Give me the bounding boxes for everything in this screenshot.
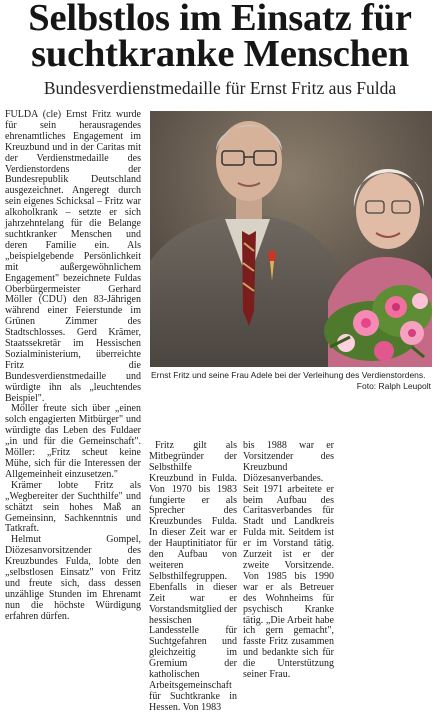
body-paragraph: Möller freute sich über „einen solch engagierten Mitbürger" und würdigte das Leben des Fuldaer „in und für die Gemeinschaft". Möller: „Fritz scheut keine Mühe, sich für die Interessen der Allgemeinheit einzusetzen."	[5, 403, 141, 480]
photo-illustration	[150, 111, 432, 367]
body-paragraph: FULDA (cle) Ernst Fritz wurde für sein herausragendes ehrenamtliches Engagement im Kreuzbund und in der Caritas mit der Verdienstmedaille des Verdienstordens der Bundesrepublik Deutschland ausgezeichnet. Angeregt durch sein eigenes Schicksal – Fritz war alkoholkrank – setzte er sich jahrzehntelang für die Belange suchtkranker Menschen und deren Familie ein. Als „beispielgebende Persönlichkeit mit außergewöhnlichem Engagement" bezeichnete Fuldas Oberbürgermeister Gerhard Möller (CDU) den 83-Jährigen während einer Feierstunde im Grünen Zimmer des Stadtschlosses. Gerd Krämer, Staatssekretär im Hessischen Sozialministerium, überreichte Fritz die Bundesverdienstmedaille und würdigte ihn als „leuchtendes Beispiel".	[5, 109, 141, 404]
body-paragraph: Fritz gilt als Mitbegründer der Selbsthilfe Kreuzbund in Fulda. Von 1970 bis 1983 fungierte er als Sprecher des Kreuzbundes Fulda. In dieser Zeit war er der Hauptinitiator für den Aufbau von weiteren Selbsthilfegruppen. Ebenfalls in dieser Zeit war er Vorstandsmitglied der hessischen Landesstelle für Suchtgefahren und gleichzeitig im Gremium der katholischen Arbeitsgemeinschaft für Suchtkranke in Hessen. Von 1983	[149, 440, 237, 713]
subheadline: Bundesverdienstmedaille für Ernst Fritz aus Fulda	[43, 78, 397, 98]
headline-line-2: suchtkranke Menschen	[31, 33, 409, 75]
photo-caption	[151, 370, 431, 391]
article-column-b	[243, 441, 334, 681]
award-photo	[150, 111, 432, 367]
headline-line-1: Selbstlos im Einsatz für	[28, 0, 412, 39]
headline	[6, 0, 434, 75]
photo-credit: Foto: Ralph Leupolt	[356, 380, 431, 391]
body-paragraph: Krämer lobte Fritz als „Wegbereiter der Suchthilfe" und schätzt sein hohes Maß an Gemeinsinn, Sachkenntnis und Tatkraft.	[5, 479, 141, 535]
article-column-a	[149, 441, 237, 714]
body-paragraph: Helmut Gompel, Diözesanvorsitzender des Kreuzbundes Fulda, lobte den „selbstlosen Einsatz" von Fritz und freute sich, dass dessen unzählige Stunden im Ehrenamt nun die höchste Würdigung erfahren dürfen.	[5, 534, 141, 622]
body-paragraph: bis 1988 war er Vorsitzender des Kreuzbund Diözesanverbandes. Seit 1971 arbeitete er beim Aufbau des Caritasverbandes für Stadt und Landkreis Fulda mit. Seitdem ist er im Vorstand tätig. Zurzeit ist er der zweite Vorsitzende. Von 1985 bis 1990 war er als Betreuer des Wohnheims für psychisch Kranke tätig. „Die Arbeit habe ich gern gemacht", fasste Fritz zusammen und bedankte sich für die Unterstützung seiner Frau.	[243, 440, 334, 681]
caption-text: Ernst Fritz und seine Frau Adele bei der Verleihung des Verdienstordens.	[151, 370, 426, 380]
article-left-column	[5, 110, 141, 623]
